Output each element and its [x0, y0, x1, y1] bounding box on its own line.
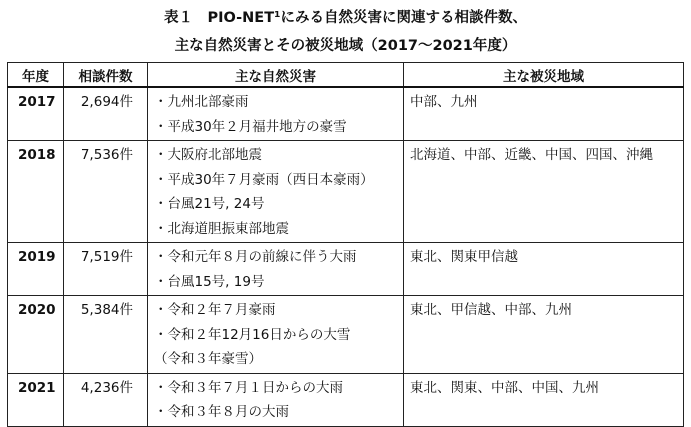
count-cell: 7,536件: [64, 141, 148, 243]
disaster-item: ・九州北部豪雨: [154, 94, 249, 110]
disaster-item: ・台風21号, 24号: [154, 196, 265, 212]
table-row: [8, 373, 684, 426]
table-title-line-1: 表１ PIO-NET¹にみる自然災害に関連する相談件数、: [164, 10, 527, 26]
year-cell: 2019: [8, 243, 64, 296]
disaster-item: （令和３年豪雪）: [154, 351, 262, 367]
areas-cell: 東北、関東、中部、中国、九州: [404, 373, 684, 426]
disaster-item: ・大阪府北部地震: [154, 147, 262, 163]
table-body: [8, 87, 684, 426]
disaster-item: ・台風15号, 19号: [154, 273, 265, 290]
header-row: [8, 63, 684, 88]
year-cell: 2018: [8, 141, 64, 243]
table-row: [8, 243, 684, 296]
table-title-line-2: 主な自然災害とその被災地域（2017〜2021年度）: [174, 38, 517, 54]
disaster-item: ・北海道胆振東部地震: [154, 220, 289, 237]
table-row: [8, 296, 684, 374]
areas-cell: 中部、九州: [404, 87, 684, 141]
count-cell: 2,694件: [64, 87, 148, 141]
disaster-list: [154, 298, 397, 372]
disaster-list: [154, 245, 397, 294]
count-cell: 4,236件: [64, 373, 148, 426]
header-areas: 主な被災地域: [404, 63, 684, 88]
header-count: 相談件数: [64, 63, 148, 88]
disaster-list: [154, 143, 397, 241]
disaster-list: [154, 90, 397, 139]
table-row: [8, 87, 684, 141]
disasters-cell: [148, 141, 404, 243]
disaster-item: ・令和２年７月豪雨: [154, 302, 276, 318]
disaster-item: ・令和３年８月の大雨: [154, 404, 289, 420]
disaster-list: [154, 376, 397, 425]
header-disasters: 主な自然災害: [148, 63, 404, 88]
disaster-consultation-table: [7, 62, 684, 427]
year-cell: 2020: [8, 296, 64, 374]
disaster-item: ・平成30年７月豪雨（西日本豪雨）: [154, 171, 374, 188]
areas-cell: 北海道、中部、近畿、中国、四国、沖縄: [404, 141, 684, 243]
disasters-cell: [148, 87, 404, 141]
year-cell: 2021: [8, 373, 64, 426]
disaster-item: ・令和３年７月１日からの大雨: [154, 379, 343, 396]
disasters-cell: [148, 243, 404, 296]
areas-cell: 東北、甲信越、中部、九州: [404, 296, 684, 374]
disaster-item: ・令和元年８月の前線に伴う大雨: [154, 249, 357, 265]
count-cell: 5,384件: [64, 296, 148, 374]
year-cell: 2017: [8, 87, 64, 141]
disasters-cell: [148, 373, 404, 426]
areas-cell: 東北、関東甲信越: [404, 243, 684, 296]
count-cell: 7,519件: [64, 243, 148, 296]
disasters-cell: [148, 296, 404, 374]
table-row: [8, 141, 684, 243]
disaster-item: ・令和２年12月16日からの大雪: [154, 326, 351, 343]
header-year: 年度: [8, 63, 64, 88]
disaster-item: ・平成30年２月福井地方の豪雪: [154, 118, 347, 135]
